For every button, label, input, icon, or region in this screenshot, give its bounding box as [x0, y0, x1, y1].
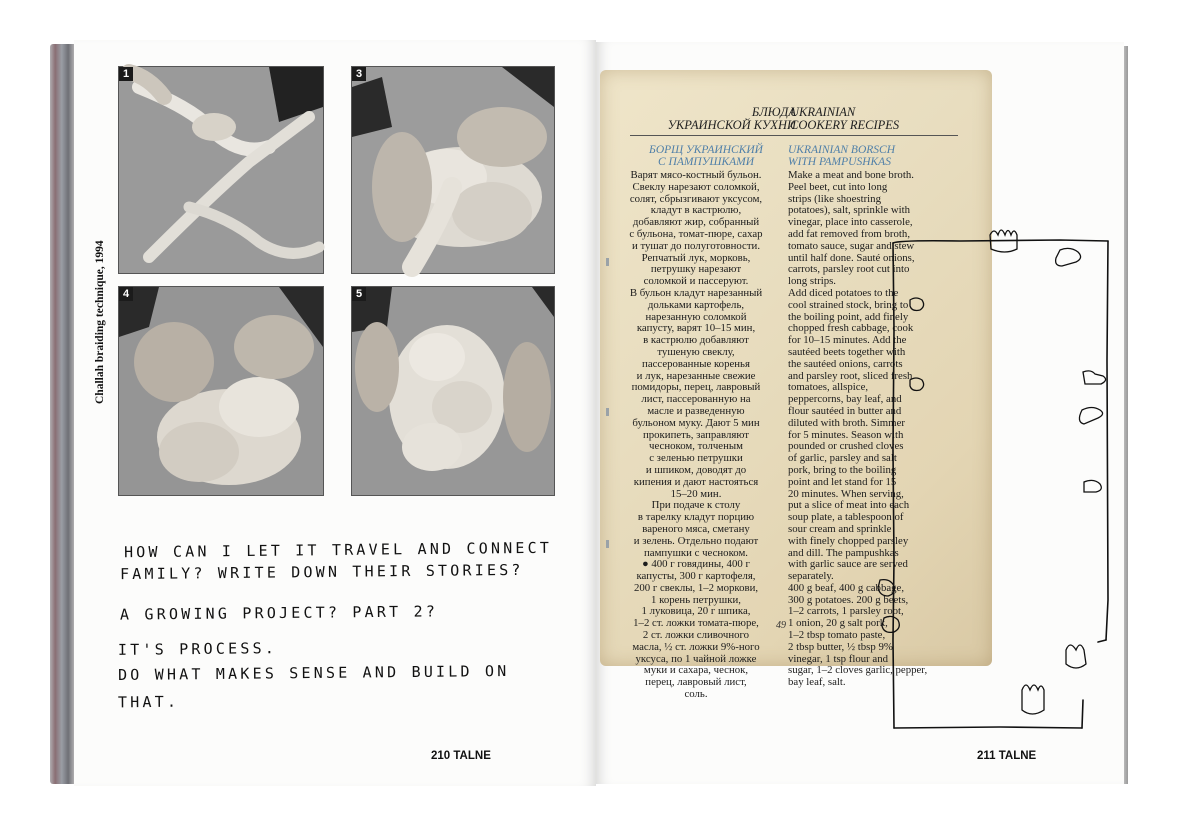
recipe-line-russian: 2 ст. ложки сливочного [642, 629, 750, 642]
recipe-line-english: of garlic, parsley and salt [788, 452, 897, 465]
recipe-line-english: strips (like shoestring [788, 192, 881, 205]
book-page-edges-left [50, 44, 76, 784]
recipe-line-english: for 5 minutes. Season with [788, 428, 904, 441]
recipe-line-english: add fat removed from broth, [788, 227, 911, 240]
recipe-line-russian: добавляют жир, собранный [632, 216, 760, 229]
recipe-line-russian: соль. [684, 688, 708, 701]
photo-caption: Challah braiding technique, 1994 [94, 240, 106, 404]
recipe-line-russian: капусту, варят 10–15 мин, [636, 322, 756, 335]
recipe-line-russian: 15–20 мин. [670, 487, 722, 500]
recipe-line-russian: Варят мясо-костный бульон. [630, 169, 762, 181]
recipe-line-russian: с бульона, томат-пюре, сахар [629, 227, 763, 240]
staple-hole [606, 408, 609, 416]
recipe-line-english: tomato sauce, sugar and stew [788, 239, 915, 252]
recipe-line-english: vinegar, 1 tsp flour and [788, 652, 889, 665]
recipe-line-russian: ● 400 г говядины, 400 г [642, 558, 750, 571]
photo-number: 4 [119, 287, 133, 301]
braiding-illustration-5 [352, 287, 554, 495]
recipe-line-english: and parsley root, sliced fresh [788, 369, 913, 382]
handwritten-line-2: FAMILY? WRITE DOWN THEIR STORIES? [119, 560, 524, 584]
braiding-illustration-3 [352, 67, 554, 273]
recipe-line-english: carrots, parsley root cut into [788, 263, 910, 276]
recipe-line-english: peppercorns, bay leaf, and [788, 393, 902, 406]
recipe-line-russian: пассерованные коренья [642, 357, 750, 370]
recipe-title-english [788, 144, 958, 168]
recipe-line-english: soup plate, a tablespoon of [788, 511, 904, 524]
clipping-header-russian [622, 106, 796, 132]
recipe-line-russian: Свеклу нарезают соломкой, [632, 180, 760, 193]
recipe-line-english: 400 g beaf, 400 g cabbage, [788, 581, 905, 594]
recipe-line-russian: в тарелку кладут порцию [637, 511, 755, 524]
recipe-line-russian: бульоном муку. Дают 5 мин [632, 416, 760, 429]
recipe-line-russian: дольками картофель, [647, 298, 745, 311]
recipe-line-english: until half done. Sauté onions, [788, 251, 915, 264]
recipe-line-russian: капусты, 300 г картофеля, [636, 570, 756, 583]
recipe-line-russian: и лук, нарезанные свежие [636, 369, 756, 382]
page-number-right: 211 TALNE [977, 750, 1037, 762]
recipe-line-russian: 200 г свеклы, 1–2 моркови, [633, 581, 759, 594]
recipe-line-english: the boiling point, add finely [788, 310, 909, 323]
photo-number: 1 [119, 67, 133, 81]
recipe-line-russian: тушеную свеклу, [657, 345, 735, 358]
clipping-page-number: 49 [776, 620, 786, 631]
recipe-line-english: sugar, 1–2 cloves garlic, pepper, [788, 664, 928, 677]
recipe-line-russian: кипения и дают настояться [633, 475, 759, 488]
recipe-title-russian [632, 144, 780, 168]
handwritten-line-1: HOW CAN I LET IT TRAVEL AND CONNECT [123, 538, 553, 562]
recipe-line-russian: 1–2 ст. ложки томата-пюре, [633, 617, 759, 630]
recipe-text-english [788, 170, 956, 689]
recipe-line-russian: и тушат до полуготовности. [631, 239, 761, 252]
recipe-line-russian: кладут в кастрюлю, [650, 204, 742, 217]
photo-number: 3 [352, 67, 366, 81]
recipe-line-english: 1–2 tbsp tomato paste, [788, 629, 886, 642]
recipe-line-english: with finely chopped parsley [788, 534, 909, 547]
header-en-text: UKRAINIAN COOKERY RECIPES [790, 105, 900, 132]
braiding-photo-1 [118, 66, 324, 274]
recipe-line-english: 20 minutes. When serving, [788, 487, 904, 500]
recipe-line-english: flour sautéed in butter and [788, 404, 902, 417]
recipe-line-russian: масла, ½ ст. ложки 9%-ного [632, 640, 760, 653]
recipe-line-russian: с зеленью петрушки [649, 452, 743, 465]
header-ru-text: БЛЮДА УКРАИНСКОЙ КУХНИ [667, 105, 796, 132]
staple-hole [606, 258, 609, 266]
recipe-line-english: long strips. [788, 275, 836, 288]
recipe-line-russian: солят, сбрызгивают уксусом, [629, 192, 763, 205]
recipe-line-english: sautéed beets together with [788, 345, 906, 358]
recipe-line-english: sour cream and sprinkle [788, 522, 892, 535]
braiding-photo-3 [351, 66, 555, 274]
recipe-line-russian: петрушку нарезают [650, 263, 742, 276]
recipe-line-russian: лист, пассерованную на [641, 393, 751, 406]
clipping-header-english [790, 106, 930, 132]
recipe-text-russian [610, 170, 782, 701]
recipe-line-english: Add diced potatoes to the [788, 286, 899, 299]
recipe-line-english: pounded or crushed cloves [788, 440, 904, 453]
photo-number: 5 [352, 287, 366, 301]
header-rule [630, 135, 958, 136]
recipe-line-english: cool strained stock, bring to [788, 298, 909, 311]
recipe-line-russian: масле и разведенную [647, 404, 745, 417]
recipe-line-english: 1–2 carrots, 1 parsley root, [788, 605, 904, 618]
recipe-line-english: for 10–15 minutes. Add the [788, 334, 907, 347]
recipe-line-english: 2 tbsp butter, ½ tbsp 9% [788, 640, 893, 653]
recipe-line-russian: 1 луковица, 20 г шпика, [641, 605, 751, 618]
staple-hole [606, 540, 609, 548]
recipe-line-english: Peel beet, cut into long [788, 180, 888, 193]
recipe-line-english: chopped fresh cabbage, cook [788, 322, 914, 335]
recipe-line-russian: пампушки с чесноком. [644, 546, 748, 559]
handwritten-line-6: THAT. [117, 692, 180, 712]
handwritten-line-5: DO WHAT MAKES SENSE AND BUILD ON [117, 661, 510, 685]
recipe-line-russian: уксуса, по 1 чайной ложке [635, 652, 757, 665]
recipe-line-english: put a slice of meat into each [788, 499, 910, 512]
recipe-line-english: 300 g potatoes. 200 g beets, [788, 593, 909, 606]
recipe-line-russian: в кастрюлю добавляют [643, 334, 749, 347]
braiding-illustration-4 [119, 287, 323, 495]
recipe-line-english: vinegar, place into casserole, [788, 216, 913, 229]
recipe-line-english: point and let stand for 15 [788, 475, 897, 488]
recipe-line-russian: вареного мяса, сметану [642, 522, 750, 535]
recipe-line-english: separately. [788, 570, 834, 583]
recipe-line-english: bay leaf, salt. [788, 676, 846, 689]
recipe-line-russian: и зелень. Отдельно подают [633, 534, 759, 547]
recipe-line-russian: Репчатый лук, морковь, [641, 251, 751, 264]
recipe-line-russian: муки и сахара, чеснок, [643, 664, 749, 677]
recipe-line-english: pork, bring to the boiling [788, 463, 897, 476]
recipe-line-english: diluted with broth. Simmer [788, 416, 905, 429]
recipe-line-russian: соломкой и пассеруют. [643, 275, 749, 288]
recipe-line-russian: 1 корень петрушки, [651, 593, 741, 606]
braiding-illustration-1 [119, 67, 323, 273]
recipe-line-russian: прокипеть, заправляют [642, 428, 750, 441]
recipe-line-russian: перец, лавровый лист, [645, 676, 747, 689]
recipe-line-russian: и шпиком, доводят до [645, 463, 747, 476]
page-number-left: 210 TALNE [431, 750, 491, 762]
recipe-line-english: with garlic sauce are served [788, 558, 908, 571]
recipe-line-english: potatoes), salt, sprinkle with [788, 204, 911, 217]
recipe-line-russian: помидоры, перец, лавровый [631, 381, 761, 394]
subtitle-en-text: UKRAINIAN BORSCH WITH PAMPUSHKAS [788, 144, 896, 168]
braiding-photo-5 [351, 286, 555, 496]
recipe-line-english: 1 onion, 20 g salt pork, [788, 617, 888, 630]
handwritten-line-3: A GROWING PROJECT? PART 2? [119, 602, 439, 624]
recipe-clipping [600, 70, 992, 701]
recipe-line-russian: нарезанную соломкой [645, 310, 747, 323]
recipe-line-english: tomatoes, allspice, [788, 381, 869, 394]
recipe-line-english: and dill. The pampushkas [788, 546, 899, 559]
braiding-photo-4 [118, 286, 324, 496]
recipe-line-russian: чесноком, толченым [649, 440, 743, 453]
recipe-line-russian: При подаче к столу [651, 499, 741, 512]
recipe-line-english: the sautéed onions, carrots [788, 357, 903, 370]
recipe-line-english: Make a meat and bone broth. [788, 169, 914, 181]
subtitle-ru-text: БОРЩ УКРАИНСКИЙ С ПАМПУШКАМИ [649, 144, 763, 168]
handwritten-line-4: IT'S PROCESS. [117, 639, 278, 659]
recipe-line-russian: В бульон кладут нарезанный [629, 286, 763, 299]
